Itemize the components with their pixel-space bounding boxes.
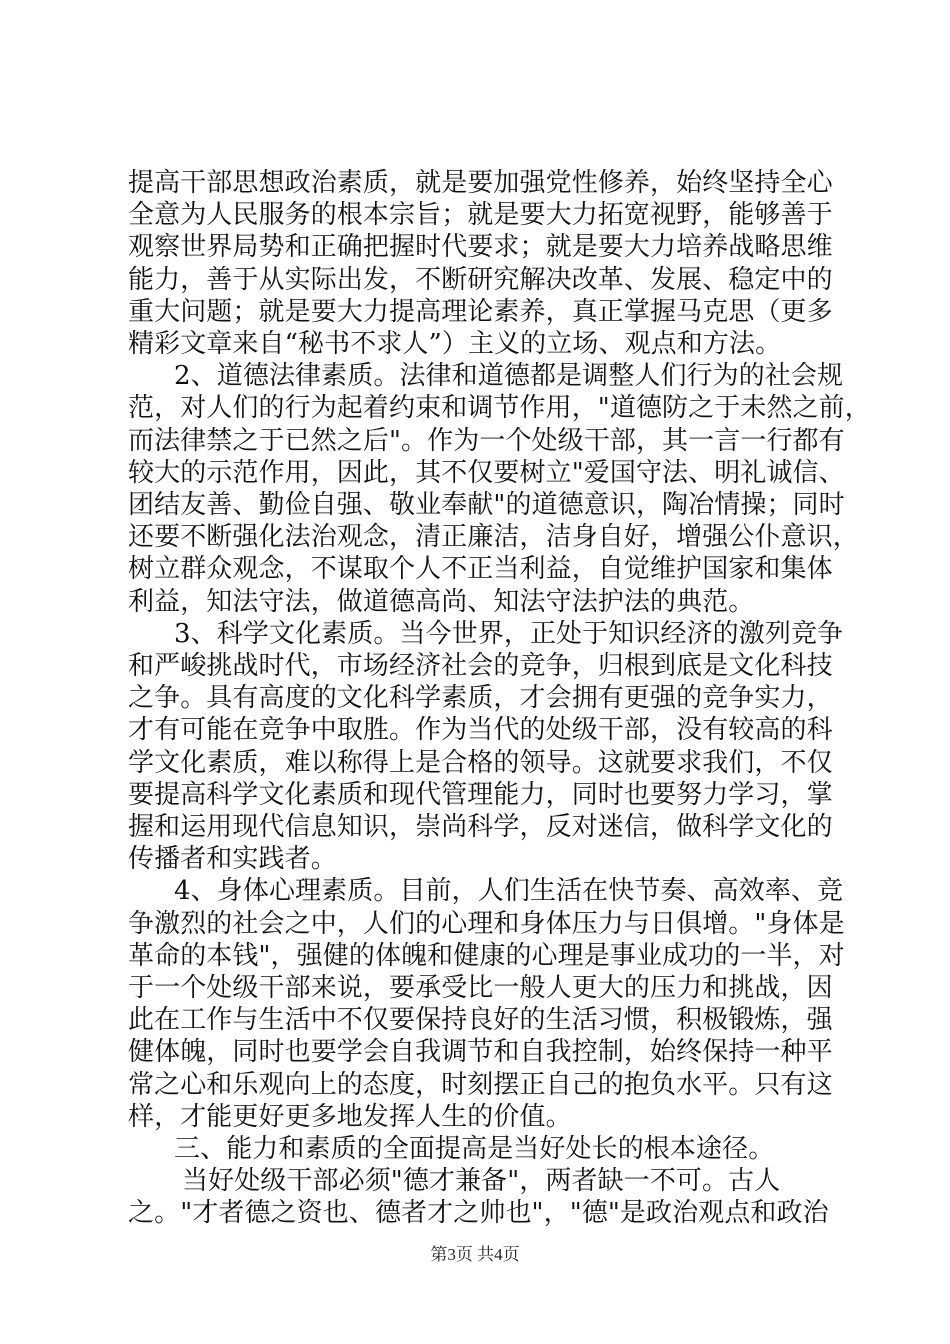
text-line: 树立群众观念，不谋取个人不正当利益，自觉维护国家和集体 bbox=[128, 554, 833, 584]
text-line: 于一个处级干部来说，要承受比一般人更大的压力和挑战，因 bbox=[128, 973, 833, 1003]
text-line: 之。"才者德之资也、德者才之帅也"，"德"是政治观点和政治 bbox=[128, 1198, 829, 1228]
section-heading-line: 3、科学文化素质。当今世界，正处于知识经济的激列竞争 bbox=[174, 619, 844, 649]
text-line: 传播者和实践者。 bbox=[128, 844, 337, 874]
text-line: 此在工作与生活中不仅要保持良好的生活习惯，积极锻炼，强 bbox=[128, 1005, 833, 1035]
section-heading-line: 4、身体心理素质。目前，人们生活在快节奏、高效率、竞 bbox=[174, 876, 844, 906]
text-line: 当好处级干部必须"德才兼备"，两者缺一不可。古人 bbox=[182, 1166, 781, 1196]
text-line: 健体魄，同时也要学会自我调节和自我控制，始终保持一种平 bbox=[128, 1037, 833, 1067]
text-line: 要提高科学文化素质和现代管理能力，同时也要努力学习，掌 bbox=[128, 780, 833, 810]
text-line: 团结友善、勤俭自强、敬业奉献"的道德意识，陶冶情操；同时 bbox=[128, 490, 845, 520]
text-line: 利益，知法守法，做道德高尚、知法守法护法的典范。 bbox=[128, 587, 755, 617]
text-line: 精彩文章来自“秘书不求人”）主义的立场、观点和方法。 bbox=[128, 329, 782, 359]
text-line: 和严峻挑战时代，市场经济社会的竞争，归根到底是文化科技 bbox=[128, 651, 833, 681]
text-line: 才有可能在竞争中取胜。作为当代的处级干部，没有较高的科 bbox=[128, 715, 833, 745]
text-line: 样，才能更好更多地发挥人生的价值。 bbox=[128, 1102, 572, 1132]
text-line: 提高干部思想政治素质，就是要加强党性修养，始终坚持全心 bbox=[128, 168, 833, 198]
page-number-footer: 第3页 共4页 bbox=[430, 1245, 520, 1264]
text-line: 学文化素质，难以称得上是合格的领导。这就要求我们，不仅 bbox=[128, 748, 833, 778]
text-line: 革命的本钱"，强健的体魄和健康的心理是事业成功的一半，对 bbox=[128, 941, 845, 971]
text-line: 观察世界局势和正确把握时代要求；就是要大力培养战略思维 bbox=[128, 232, 833, 262]
text-line: 常之心和乐观向上的态度，时刻摆正自己的抱负水平。只有这 bbox=[128, 1070, 833, 1100]
text-line: 重大问题；就是要大力提高理论素养，真正掌握马克思（更多 bbox=[128, 297, 833, 327]
text-line: 还要不断强化法治观念，清正廉洁，洁身自好，增强公仆意识， bbox=[128, 522, 859, 552]
text-line: 争激烈的社会之中，人们的心理和身体压力与日俱增。"身体是 bbox=[128, 909, 845, 939]
text-line: 之争。具有高度的文化科学素质，才会拥有更强的竞争实力， bbox=[128, 683, 833, 713]
text-line: 较大的示范作用，因此，其不仅要树立"爱国守法、明礼诚信、 bbox=[128, 458, 845, 488]
text-line: 握和运用现代信息知识，崇尚科学，反对迷信，做科学文化的 bbox=[128, 812, 833, 842]
text-line: 能力，善于从实际出发，不断研究解决改革、发展、稳定中的 bbox=[128, 265, 833, 295]
section-heading-line: 2、道德法律素质。法律和道德都是调整人们行为的社会规 bbox=[174, 361, 844, 391]
section-heading-line: 三、能力和素质的全面提高是当好处长的根本途径。 bbox=[174, 1134, 775, 1164]
text-line: 范，对人们的行为起着约束和调节作用，"道德防之于未然之前， bbox=[128, 393, 871, 423]
text-line: 而法律禁之于已然之后"。作为一个处级干部，其一言一行都有 bbox=[128, 426, 845, 456]
text-line: 全意为人民服务的根本宗旨；就是要大力拓宽视野，能够善于 bbox=[128, 200, 833, 230]
